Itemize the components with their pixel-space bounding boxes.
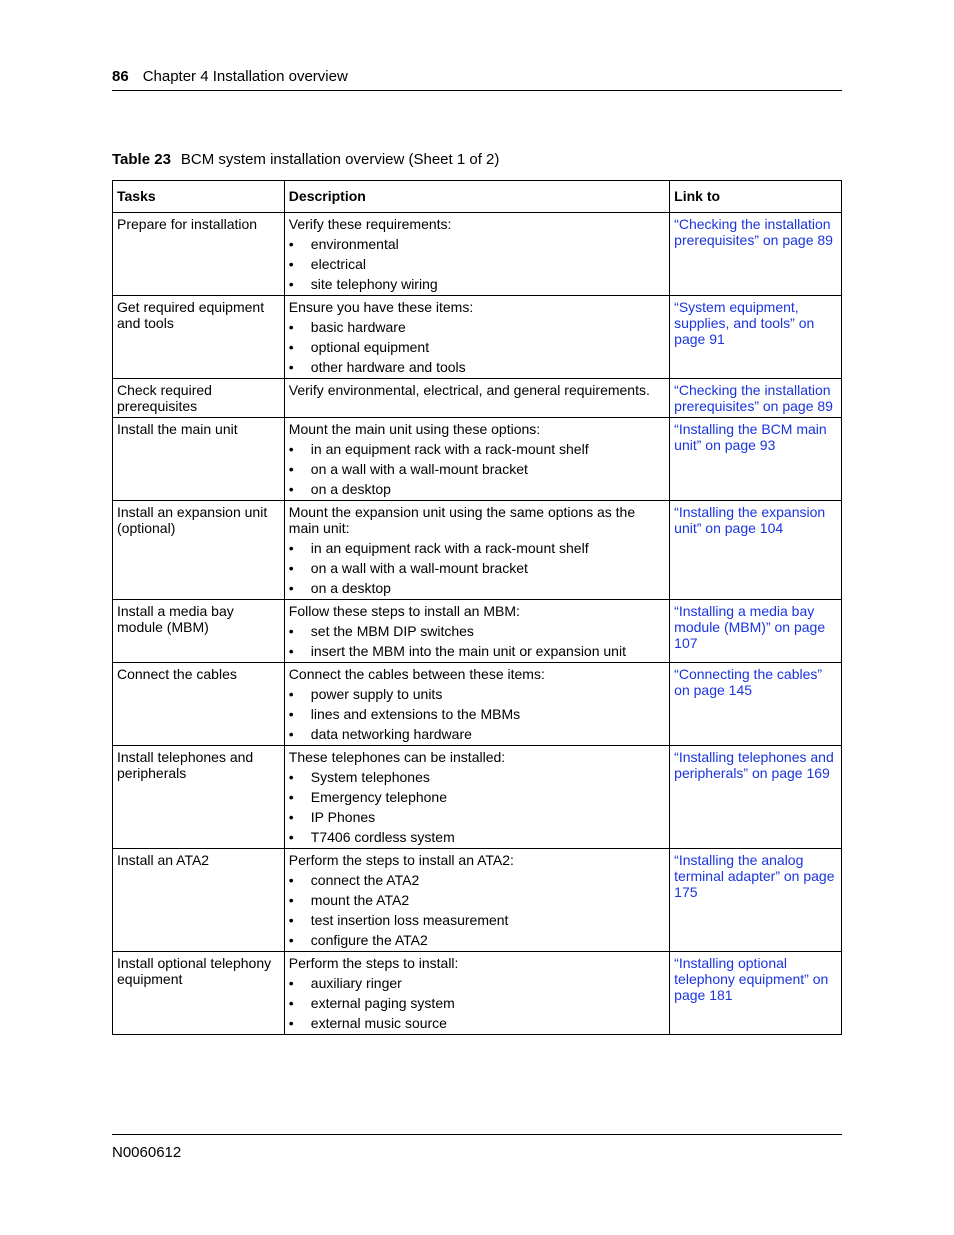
list-item [289, 643, 665, 659]
table-title: BCM system installation overview (Sheet 1 of 2) [180, 151, 500, 168]
description-bullet-list [289, 319, 665, 375]
bullet-icon: • [288, 789, 294, 805]
list-item-text: insert the MBM into the main unit or expansion unit [310, 643, 626, 659]
list-item [289, 359, 665, 375]
list-item-text: optional equipment [310, 339, 430, 355]
page-header [112, 68, 842, 91]
description-bullet-list [289, 975, 665, 1031]
link-cell [670, 213, 842, 296]
description-intro: Follow these steps to install an MBM: [288, 603, 520, 619]
bullet-icon: • [288, 872, 294, 888]
bullet-icon: • [288, 319, 294, 335]
installation-overview-table [112, 180, 842, 1035]
cross-reference-link[interactable]: “Installing the expansion unit” on page 104 [674, 504, 826, 536]
description-intro: Ensure you have these items: [288, 299, 474, 315]
description-bullet-list [289, 540, 665, 596]
bullet-icon: • [288, 560, 294, 576]
list-item-text: other hardware and tools [310, 359, 466, 375]
list-item [289, 769, 665, 785]
table-row [113, 379, 842, 418]
link-cell [670, 600, 842, 663]
bullet-icon: • [288, 580, 294, 596]
table-row [113, 501, 842, 600]
table-label: Table 23 [112, 151, 171, 168]
bullet-icon: • [288, 975, 294, 991]
list-item [289, 975, 665, 991]
task-cell: Check required prerequisites [113, 379, 285, 418]
list-item-text: IP Phones [310, 809, 376, 825]
bullet-icon: • [288, 932, 294, 948]
link-cell [670, 501, 842, 600]
description-bullet-list [289, 769, 665, 845]
description-cell [284, 213, 669, 296]
bullet-icon: • [288, 359, 294, 375]
list-item-text: in an equipment rack with a rack-mount shelf [310, 441, 589, 457]
link-cell [670, 296, 842, 379]
document-number: N0060612 [112, 1144, 182, 1161]
list-item-text: on a wall with a wall-mount bracket [310, 560, 528, 576]
page-number: 86 [112, 68, 129, 85]
list-item-text: on a desktop [310, 481, 391, 497]
list-item [289, 872, 665, 888]
description-bullet-list [289, 441, 665, 497]
bullet-icon: • [288, 1015, 294, 1031]
column-header-tasks: Tasks [113, 181, 285, 213]
description-intro: Perform the steps to install: [288, 955, 459, 971]
list-item-text: lines and extensions to the MBMs [310, 706, 521, 722]
list-item-text: System telephones [310, 769, 430, 785]
bullet-icon: • [288, 686, 294, 702]
description-cell [284, 418, 669, 501]
bullet-icon: • [288, 339, 294, 355]
link-cell [670, 379, 842, 418]
list-item-text: Emergency telephone [310, 789, 447, 805]
list-item-text: configure the ATA2 [310, 932, 428, 948]
list-item [289, 1015, 665, 1031]
table-header-row [113, 181, 842, 213]
task-cell: Get required equipment and tools [113, 296, 285, 379]
description-intro: Verify these requirements: [288, 216, 452, 232]
table-row [113, 663, 842, 746]
description-cell [284, 849, 669, 952]
task-cell: Install an ATA2 [113, 849, 285, 952]
list-item [289, 461, 665, 477]
cross-reference-link[interactable]: “System equipment, supplies, and tools” on page 91 [674, 299, 815, 347]
cross-reference-link[interactable]: “Checking the installation prerequisites” on page 89 [674, 382, 833, 414]
list-item-text: T7406 cordless system [310, 829, 455, 845]
list-item [289, 236, 665, 252]
table-row [113, 213, 842, 296]
bullet-icon: • [288, 623, 294, 639]
link-cell [670, 418, 842, 501]
bullet-icon: • [288, 236, 294, 252]
table-row [113, 418, 842, 501]
list-item [289, 339, 665, 355]
cross-reference-link[interactable]: “Installing a media bay module (MBM)” on page 107 [674, 603, 826, 651]
list-item [289, 995, 665, 1011]
list-item [289, 481, 665, 497]
description-cell [284, 600, 669, 663]
description-bullet-list [289, 623, 665, 659]
list-item-text: site telephony wiring [310, 276, 438, 292]
list-item [289, 892, 665, 908]
link-cell [670, 849, 842, 952]
list-item [289, 932, 665, 948]
table-row [113, 746, 842, 849]
bullet-icon: • [288, 461, 294, 477]
cross-reference-link[interactable]: “Installing telephones and peripherals” on page 169 [674, 749, 834, 781]
bullet-icon: • [288, 706, 294, 722]
list-item-text: test insertion loss measurement [310, 912, 509, 928]
list-item [289, 726, 665, 742]
bullet-icon: • [288, 276, 294, 292]
bullet-icon: • [288, 995, 294, 1011]
list-item-text: on a wall with a wall-mount bracket [310, 461, 528, 477]
list-item-text: external music source [310, 1015, 447, 1031]
list-item-text: data networking hardware [310, 726, 472, 742]
column-header-link: Link to [670, 181, 842, 213]
description-cell [284, 746, 669, 849]
description-intro: These telephones can be installed: [288, 749, 506, 765]
list-item-text: connect the ATA2 [310, 872, 420, 888]
link-cell [670, 663, 842, 746]
list-item [289, 441, 665, 457]
bullet-icon: • [288, 540, 294, 556]
chapter-title: Chapter 4 Installation overview [142, 68, 348, 85]
list-item [289, 623, 665, 639]
list-item [289, 276, 665, 292]
table-row [113, 600, 842, 663]
description-bullet-list [289, 872, 665, 948]
list-item-text: external paging system [310, 995, 455, 1011]
table-body [113, 213, 842, 1035]
table-row [113, 952, 842, 1035]
link-cell [670, 952, 842, 1035]
task-cell: Install an expansion unit (optional) [113, 501, 285, 600]
task-cell: Install optional telephony equipment [113, 952, 285, 1035]
list-item [289, 912, 665, 928]
list-item [289, 560, 665, 576]
list-item-text: environmental [310, 236, 399, 252]
list-item-text: basic hardware [310, 319, 406, 335]
table-caption [112, 151, 499, 168]
list-item-text: electrical [310, 256, 367, 272]
task-cell: Connect the cables [113, 663, 285, 746]
bullet-icon: • [288, 769, 294, 785]
description-bullet-list [289, 236, 665, 292]
list-item-text: mount the ATA2 [310, 892, 410, 908]
bullet-icon: • [288, 809, 294, 825]
cross-reference-link[interactable]: “Checking the installation prerequisites” on page 89 [674, 216, 833, 248]
cross-reference-link[interactable]: “Installing optional telephony equipment” on page 181 [674, 955, 829, 1003]
description-intro: Connect the cables between these items: [288, 666, 545, 682]
description-cell [284, 501, 669, 600]
list-item [289, 789, 665, 805]
cross-reference-link[interactable]: “Connecting the cables” on page 145 [674, 666, 823, 698]
description-intro: Perform the steps to install an ATA2: [288, 852, 514, 868]
page-footer [112, 1134, 842, 1161]
list-item-text: power supply to units [310, 686, 443, 702]
bullet-icon: • [288, 441, 294, 457]
column-header-description: Description [284, 181, 669, 213]
list-item [289, 829, 665, 845]
bullet-icon: • [288, 256, 294, 272]
bullet-icon: • [288, 892, 294, 908]
description-cell [284, 296, 669, 379]
table-row [113, 849, 842, 952]
description-cell [284, 663, 669, 746]
bullet-icon: • [288, 912, 294, 928]
list-item-text: in an equipment rack with a rack-mount shelf [310, 540, 589, 556]
task-cell: Prepare for installation [113, 213, 285, 296]
bullet-icon: • [288, 726, 294, 742]
list-item-text: on a desktop [310, 580, 391, 596]
list-item [289, 580, 665, 596]
list-item [289, 256, 665, 272]
list-item [289, 319, 665, 335]
list-item-text: set the MBM DIP switches [310, 623, 474, 639]
bullet-icon: • [288, 481, 294, 497]
bullet-icon: • [288, 829, 294, 845]
description-intro: Mount the main unit using these options: [288, 421, 541, 437]
description-cell [284, 379, 669, 418]
bullet-icon: • [288, 643, 294, 659]
task-cell: Install telephones and peripherals [113, 746, 285, 849]
description-cell [284, 952, 669, 1035]
list-item [289, 540, 665, 556]
list-item [289, 686, 665, 702]
task-cell: Install a media bay module (MBM) [113, 600, 285, 663]
description-intro: Mount the expansion unit using the same options as the main unit: [288, 504, 636, 536]
list-item-text: auxiliary ringer [310, 975, 402, 991]
task-cell: Install the main unit [113, 418, 285, 501]
cross-reference-link[interactable]: “Installing the analog terminal adapter” on page 175 [674, 852, 835, 900]
table-row [113, 296, 842, 379]
link-cell [670, 746, 842, 849]
cross-reference-link[interactable]: “Installing the BCM main unit” on page 93 [674, 421, 827, 453]
list-item [289, 809, 665, 825]
description-bullet-list [289, 686, 665, 742]
description-intro: Verify environmental, electrical, and general requirements. [288, 382, 650, 398]
list-item [289, 706, 665, 722]
